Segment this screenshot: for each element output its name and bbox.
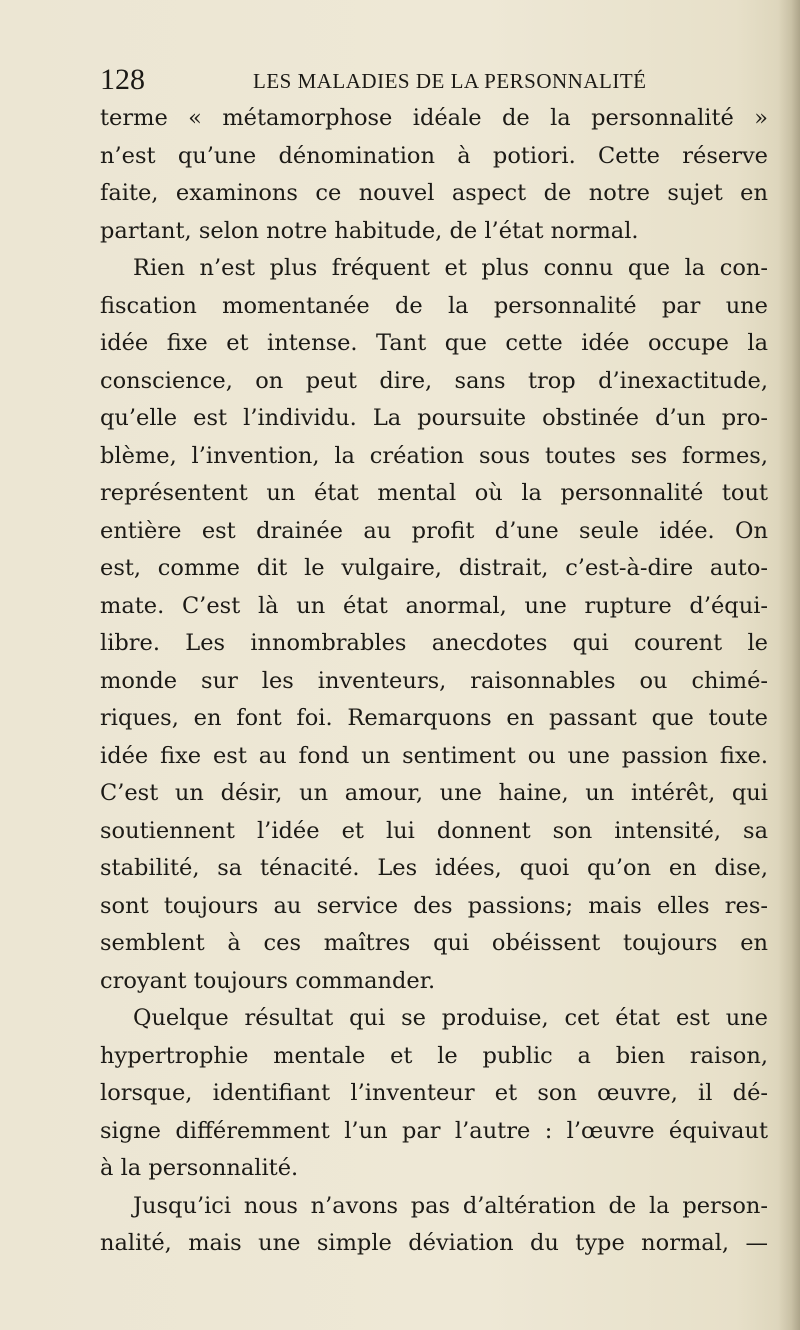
- text-line: fiscation momentanée de la personnalité par une: [100, 292, 768, 319]
- text-line: représentent un état mental où la personnalité tout: [100, 480, 768, 506]
- text-line: faite, examinons ce nouvel aspect de notre sujet en: [100, 180, 768, 206]
- text-line: lorsque, identifiant l’inventeur et son œuvre, il dé-: [100, 1080, 768, 1106]
- page-header: [100, 62, 780, 98]
- paragraph-start-line: Rien n’est plus fréquent et plus connu que la con-: [133, 255, 768, 281]
- text-line: sont toujours au service des passions; mais elles res-: [100, 892, 768, 919]
- text-line: entière est drainée au profit d’une seule idée. On: [100, 517, 768, 544]
- text-line: terme « métamorphose idéale de la personnalité »: [100, 105, 768, 131]
- text-line: conscience, on peut dire, sans trop d’inexactitude,: [100, 367, 768, 394]
- text-line: monde sur les inventeurs, raisonnables ou chimé-: [100, 667, 768, 694]
- text-line: à la personnalité.: [100, 1155, 299, 1181]
- text-line: semblent à ces maîtres qui obéissent toujours en: [100, 930, 768, 956]
- text-line: riques, en font foi. Remarquons en passant que toute: [100, 705, 768, 731]
- paragraph-start-line: Jusqu’ici nous n’avons pas d’altération de la person-: [133, 1192, 768, 1219]
- page-number: 128: [100, 63, 145, 96]
- text-line: croyant toujours commander.: [100, 967, 436, 994]
- text-line: idée fixe et intense. Tant que cette idée occupe la: [100, 330, 768, 356]
- text-line: mate. C’est là un état anormal, une rupture d’équi-: [100, 592, 768, 619]
- text-line: n’est qu’une dénomination à potiori. Cette réserve: [100, 142, 768, 169]
- text-line: libre. Les innombrables anecdotes qui courent le: [100, 630, 768, 656]
- paragraph-start-line: Quelque résultat qui se produise, cet état est une: [133, 1005, 768, 1031]
- running-title: LES MALADIES DE LA PERSONNALITÉ: [253, 69, 647, 93]
- text-line: partant, selon notre habitude, de l’état normal.: [100, 217, 639, 244]
- body-text: [100, 100, 768, 1263]
- text-line: idée fixe est au fond un sentiment ou une passion fixe.: [100, 742, 768, 769]
- text-line: hypertrophie mentale et le public a bien raison,: [100, 1042, 768, 1069]
- text-line: est, comme dit le vulgaire, distrait, c’est-à-dire auto-: [100, 555, 768, 581]
- page-edge-shadow: [778, 0, 800, 1330]
- text-line: qu’elle est l’individu. La poursuite obstinée d’un pro-: [100, 405, 768, 431]
- text-line: C’est un désir, un amour, une haine, un intérêt, qui: [100, 780, 768, 806]
- text-line: blème, l’invention, la création sous toutes ses formes,: [100, 442, 768, 469]
- text-line: signe différemment l’un par l’autre : l’œuvre équivaut: [100, 1117, 768, 1144]
- text-line: soutiennent l’idée et lui donnent son intensité, sa: [100, 817, 768, 844]
- text-line: stabilité, sa ténacité. Les idées, quoi qu’on en dise,: [100, 855, 768, 881]
- text-line: nalité, mais une simple déviation du type normal, —: [100, 1230, 768, 1256]
